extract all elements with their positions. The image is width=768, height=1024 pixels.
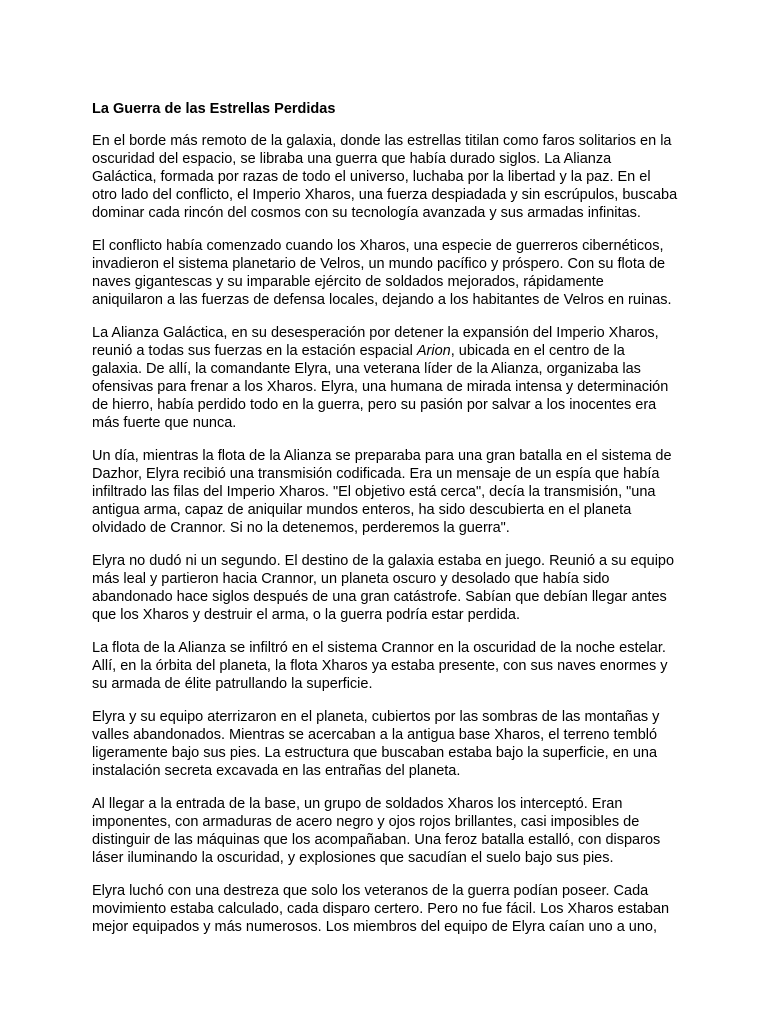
document-page xyxy=(92,100,678,951)
paragraph-4: Un día, mientras la flota de la Alianza se preparaba para una gran batalla en el sistema de Dazhor, Elyra recibió una transmisión codificada. Era un mensaje de un espía que había infiltrado las filas del Imperio Xharos. "El objetivo está cerca", decía la transmisión, "una antigua arma, capaz de aniquilar mundos enteros, ha sido descubierta en el planeta olvidado de Crannor. Si no la detenemos, perderemos la guerra". xyxy=(92,448,672,536)
paragraph-8: Al llegar a la entrada de la base, un grupo de soldados Xharos los interceptó. Eran imponentes, con armaduras de acero negro y ojos rojos brillantes, casi imposibles de distinguir de las máquinas que los acompañaban. Una feroz batalla estalló, con disparos láser iluminando la oscuridad, y explosiones que sacudían el suelo bajo sus pies. xyxy=(92,796,661,866)
paragraph-9: Elyra luchó con una destreza que solo los veteranos de la guerra podían poseer. Cada movimiento estaba calculado, cada disparo certero. Pero no fue fácil. Los Xharos estaban mejor equipados y más numerosos. Los miembros del equipo de Elyra caían uno a uno, xyxy=(92,883,670,935)
paragraph-7: Elyra y su equipo aterrizaron en el planeta, cubiertos por las sombras de las montañas y valles abandonados. Mientras se acercaban a la antigua base Xharos, el terreno tembló ligeramente bajo sus pies. La estructura que buscaban estaba bajo la superficie, en una instalación secreta excavada en las entrañas del planeta. xyxy=(92,709,660,779)
paragraph-2: El conflicto había comenzado cuando los Xharos, una especie de guerreros cibernéticos, invadieron el sistema planetario de Velros, un mundo pacífico y próspero. Con su flota de naves gigantescas y su imparable ejército de soldados mejorados, rápidamente aniquilaron a las fuerzas de defensa locales, dejando a los habitantes de Velros en ruinas. xyxy=(92,238,672,308)
paragraph-1: En el borde más remoto de la galaxia, donde las estrellas titilan como faros solitarios en la oscuridad del espacio, se libraba una guerra que había durado siglos. La Alianza Galáctica, formada por razas de todo el universo, luchaba por la libertad y la paz. En el otro lado del conflicto, el Imperio Xharos, una fuerza despiadada y sin escrúpulos, buscaba dominar cada rincón del cosmos con su tecnología avanzada y sus armadas infinitas. xyxy=(92,133,678,221)
paragraph-3-text-after: , ubicada en el centro de la galaxia. De allí, la comandante Elyra, una veterana líder de la Alianza, organizaba las ofensivas para frenar a los Xharos. Elyra, una humana de mirada intensa y determinación de hierro, había perdido todo en la guerra, pero su pasión por salvar a los inocentes era más fuerte que nunca. xyxy=(92,343,669,431)
paragraph-3 xyxy=(92,324,678,432)
paragraph-6: La flota de la Alianza se infiltró en el sistema Crannor en la oscuridad de la noche estelar. Allí, en la órbita del planeta, la flota Xharos ya estaba presente, con sus naves enormes y su armada de élite patrullando la superficie. xyxy=(92,640,668,692)
paragraph-3-text-before: La Alianza Galáctica, en su desesperación por detener la expansión del Imperio Xharos, reunió a todas sus fuerzas en la estación espacial xyxy=(92,325,659,359)
document-title: La Guerra de las Estrellas Perdidas xyxy=(92,101,336,117)
paragraph-5: Elyra no dudó ni un segundo. El destino de la galaxia estaba en juego. Reunió a su equipo más leal y partieron hacia Crannor, un planeta oscuro y desolado que había sido abandonado hace siglos después de una gran catástrofe. Sabían que debían llegar antes que los Xharos y destruir el arma, o la guerra podría estar perdida. xyxy=(92,553,675,623)
paragraph-3-emphasis: Arion xyxy=(416,343,451,359)
